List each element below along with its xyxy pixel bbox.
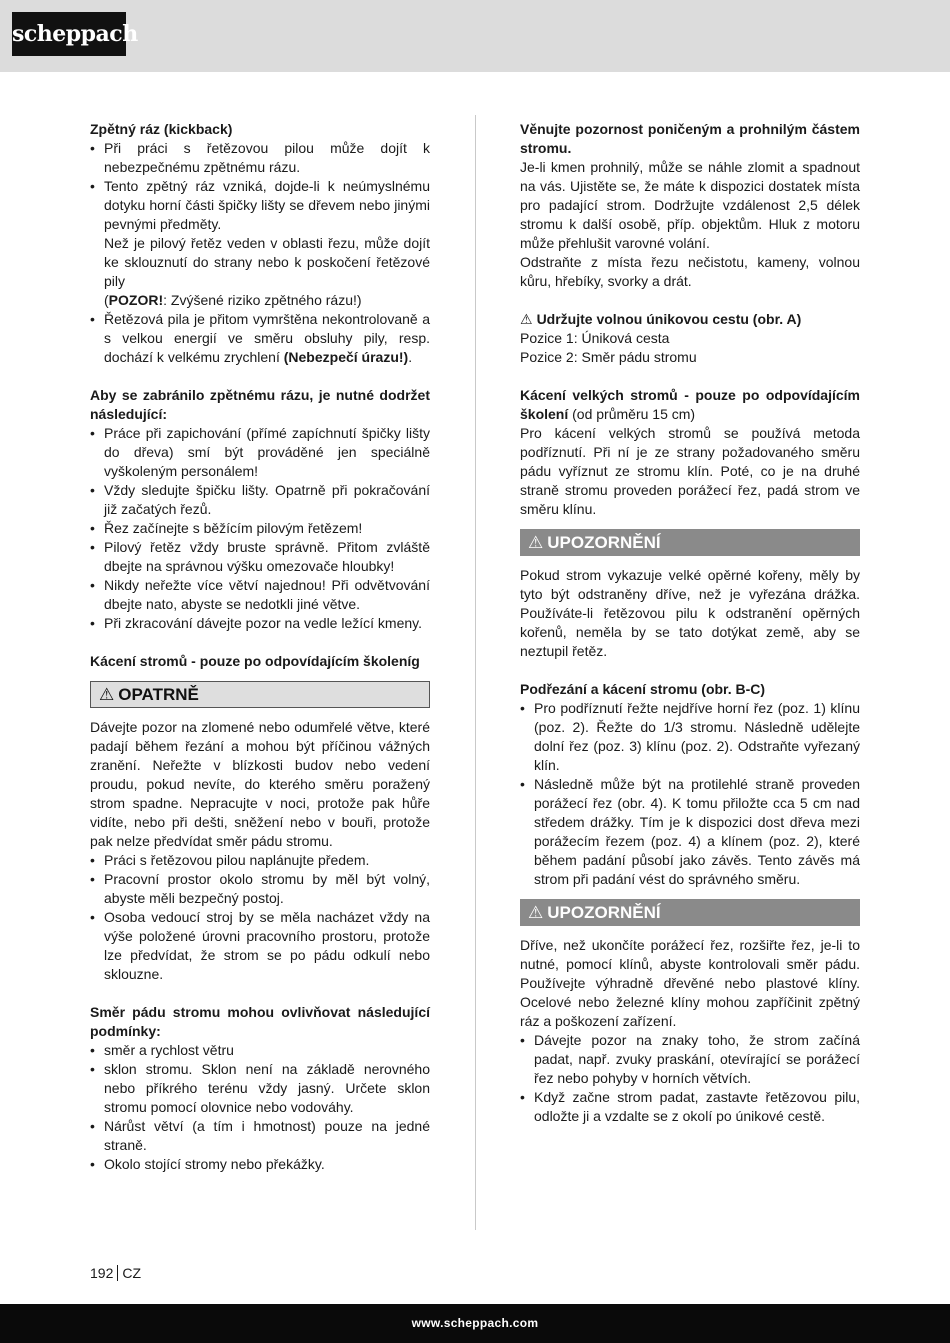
warning-2-list bbox=[520, 1031, 860, 1126]
prevent-heading: Aby se zabránilo zpětnému rázu, je nutné dodržet následující: bbox=[90, 387, 430, 422]
kickback-note bbox=[104, 291, 430, 310]
list-item: • Nikdy neřežte více větví najednou! Při odvětvování dbejte nato, abyste se nedotkli jiné větve. bbox=[90, 576, 430, 614]
list-item-continuation: Než je pilový řetěz veden v oblasti řezu, může dojít ke sklouznutí do strany nebo k poskočení řetězové pily bbox=[104, 235, 430, 289]
left-column bbox=[90, 120, 430, 1174]
escape-title: Udržujte volnou únikovou cestu (obr. A) bbox=[536, 311, 802, 327]
caution-box bbox=[90, 681, 430, 708]
header-band bbox=[0, 0, 950, 72]
list-item-bold: (Nebezpečí úrazu!) bbox=[283, 349, 409, 365]
list-item: • sklon stromu. Sklon není na základě nerovného nebo příkrého terénu vždy jasný. Určete sklon stromu pomocí olovnice nebo vodováhy. bbox=[90, 1060, 430, 1117]
list-item: • Pracovní prostor okolo stromu by měl být volný, abyste měli bezpečný postoj. bbox=[90, 870, 430, 908]
warning-bar-2 bbox=[520, 899, 860, 926]
right-column bbox=[520, 120, 860, 1126]
warning-1-title: UPOZORNĚNÍ bbox=[547, 533, 661, 552]
list-item: • Osoba vedoucí stroj by se měla nacházet vždy na výše položené úrovni pracovního prostoru, protože lze předvídat, že strom se po pádu odkulí nebo sklouzne. bbox=[90, 908, 430, 984]
warning-triangle-icon: ⚠ bbox=[528, 903, 544, 922]
felling-heading: Kácení stromů - pouze po odpovídajícím školeníg bbox=[90, 653, 420, 669]
kickback-heading: Zpětný ráz (kickback) bbox=[90, 121, 233, 137]
warning-triangle-icon: ⚠ bbox=[99, 685, 115, 704]
note-open: ( bbox=[104, 292, 109, 308]
prevent-list bbox=[90, 424, 430, 633]
cutting-list bbox=[520, 699, 860, 889]
footer-band bbox=[0, 1304, 950, 1343]
large-title: Kácení velkých stromů - pouze po odpovídajícím školení bbox=[520, 387, 860, 422]
large-heading bbox=[520, 386, 860, 424]
list-item: • Práci s řetězovou pilou naplánujte předem. bbox=[90, 851, 430, 870]
page-language: CZ bbox=[122, 1265, 142, 1281]
list-item: • Řez začínejte s běžícím pilovým řetězem! bbox=[90, 519, 430, 538]
list-item bbox=[90, 310, 430, 367]
list-item-end: . bbox=[408, 349, 413, 365]
damaged-heading: Věnujte pozornost poničeným a prohnilým částem stromu. bbox=[520, 121, 860, 156]
large-text: Pro kácení velkých stromů se používá metoda podříznutí. Při ní je ze strany požadovaného směru pádu vyříznut ze stromu klín. Poté, co je na druhé straně stromu proveden porážecí řez, padá strom ve směru klínu. bbox=[520, 425, 860, 517]
list-item-text: Tento zpětný ráz vzniká, dojde-li k neúmyslnému dotyku horní části špičky lišty se dřevem nebo jinými pevnými předměty. bbox=[104, 178, 430, 232]
website-link[interactable]: www.scheppach.com bbox=[411, 1316, 539, 1330]
damaged-text-2: Odstraňte z místa řezu nečistotu, kameny, volnou kůru, hřebíky, svorky a drát. bbox=[520, 254, 860, 289]
list-item: • Když začne strom padat, zastavte řetězovou pilu, odložte ji a vzdalte se z okolí po únikové cestě. bbox=[520, 1088, 860, 1126]
caution-title: OPATRNĚ bbox=[118, 685, 199, 704]
column-divider bbox=[475, 115, 476, 1230]
escape-position-1: Pozice 1: Úniková cesta bbox=[520, 330, 670, 346]
page-separator bbox=[117, 1265, 118, 1281]
cutting-heading: Podřezání a kácení stromu (obr. B-C) bbox=[520, 681, 766, 697]
direction-list bbox=[90, 1041, 430, 1174]
warning-triangle-icon: ⚠ bbox=[520, 311, 533, 327]
note-bold: POZOR! bbox=[108, 292, 164, 308]
list-item: • Vždy sledujte špičku lišty. Opatrně při pokračování již začatých řezů. bbox=[90, 481, 430, 519]
list-item: • Nárůst větví (a tím i hmotnost) pouze na jedné straně. bbox=[90, 1117, 430, 1155]
list-item: • Okolo stojící stromy nebo překážky. bbox=[90, 1155, 430, 1174]
large-title-suffix: (od průměru 15 cm) bbox=[568, 406, 696, 422]
escape-heading bbox=[520, 310, 860, 329]
list-item: • Práce při zapichování (přímé zapíchnutí špičky lišty do dřeva) smí být prováděné jen speciálně vyškoleným personálem! bbox=[90, 424, 430, 481]
list-item: • Dávejte pozor na znaky toho, že strom začíná padat, např. zvuky praskání, otevírající se porážecí řez nebo pohyby v horních větvích. bbox=[520, 1031, 860, 1088]
list-item-text: Řetězová pila je přitom vymrštěna nekontrolovaně a s velkou energií ve směru obsluhy pily, resp. dochází k velkému zrychlení bbox=[104, 311, 430, 365]
page-footer bbox=[90, 1264, 141, 1283]
scheppach-logo: scheppach bbox=[12, 12, 126, 56]
page-number: 192 bbox=[90, 1265, 114, 1281]
damaged-text: Je-li kmen prohnilý, může se náhle zlomit a spadnout na vás. Ujistěte se, že máte k dispozici dostatek místa pro padající strom. Dodržujte vzdálenost 2,5 délek stromu k další osobě, příp. objektům. Hluk z motoru může přehlušit varovné volání. bbox=[520, 159, 860, 251]
warning-2-title: UPOZORNĚNÍ bbox=[547, 903, 661, 922]
kickback-list bbox=[90, 139, 430, 367]
list-item: • Pro podříznutí řežte nejdříve horní řez (poz. 1) klínu (poz. 2). Řežte do 1/3 stromu. Následně udělejte dolní řez (poz. 3) klínu (poz. 2). Odstraňte vyřezaný klín. bbox=[520, 699, 860, 775]
list-item bbox=[90, 177, 430, 310]
direction-heading: Směr pádu stromu mohou ovlivňovat následující podmínky: bbox=[90, 1004, 430, 1039]
note-rest: : Zvýšené riziko zpětného rázu!) bbox=[163, 292, 362, 308]
warning-2-text: Dříve, než ukončíte porážecí řez, rozšiřte řez, je-li to nutné, pomocí klínů, abyste kontrolovali směr pádu. Používejte výhradně dřevěné nebo plastové klíny. Ocelové nebo železné klíny mohou zapříčinit zpětný ráz a poškození zařízení. bbox=[520, 937, 860, 1029]
caution-text: Dávejte pozor na zlomené nebo odumřelé větve, které padají během řezání a mohou být příčinou vážných zranění. Neřežte v blízkosti budov nebo vedení proudu, pokud nevíte, do kterého směru poražený strom spadne. Nepracujte v noci, protože pak hůře vidíte, nebo při dešti, sněžení nebo v bouři, protože pak nelze předvídat směr pádu stromu. bbox=[90, 719, 430, 849]
escape-position-2: Pozice 2: Směr pádu stromu bbox=[520, 349, 697, 365]
list-item: • Při zkracování dávejte pozor na vedle ležící kmeny. bbox=[90, 614, 430, 633]
warning-1-text: Pokud strom vykazuje velké opěrné kořeny, měly by tyto být odstraněny dříve, než je vyřezána drážka. Používáte-li řetězovou pilu k odstranění opěrných kořenů, neměla by se tato dotýkat země, aby se neztupil řetěz. bbox=[520, 567, 860, 659]
list-item: • Pilový řetěz vždy bruste správně. Přitom zvláště dbejte na správnou výšku omezovače hloubky! bbox=[90, 538, 430, 576]
warning-bar-1 bbox=[520, 529, 860, 556]
warning-triangle-icon: ⚠ bbox=[528, 533, 544, 552]
list-item: • Následně může být na protilehlé straně proveden porážecí řez (obr. 4). K tomu přiložte cca 5 cm nad středem drážky. Tím je k dispozici dost dřeva mezi porážecím řezem (poz. 4) a klínem (poz. 2), které během padání působí jako závěs. Tento závěs má strom při padání vést do správného směru. bbox=[520, 775, 860, 889]
caution-list bbox=[90, 851, 430, 984]
list-item: • směr a rychlost větru bbox=[90, 1041, 430, 1060]
list-item: • Při práci s řetězovou pilou může dojít k nebezpečnému zpětnému rázu. bbox=[90, 139, 430, 177]
